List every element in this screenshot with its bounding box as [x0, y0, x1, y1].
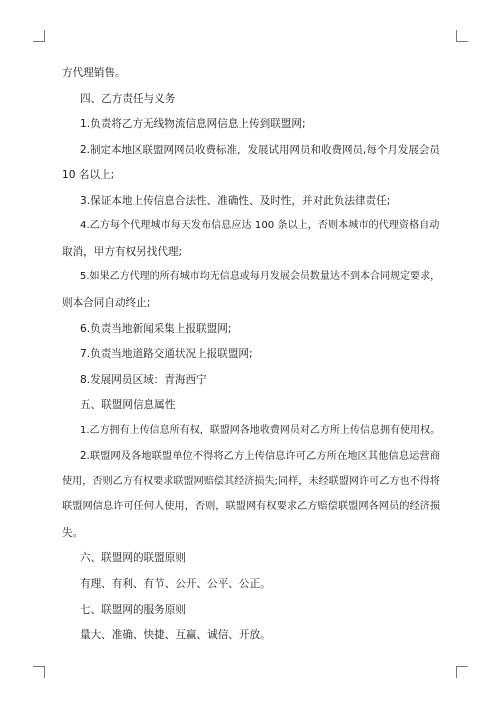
section-heading: 六、联盟网的联盟原则: [80, 552, 186, 565]
paragraph-line: 使用，否则乙方有权要求联盟网赔偿其经济损失;同样，未经联盟网许可乙方也不得将: [62, 475, 441, 487]
paragraph-line: 方代理销售。: [62, 67, 126, 79]
list-item: 2.制定本地区联盟网网员收费标准，发展试用网员和收费网员,每个月发展会员: [80, 143, 440, 156]
section-heading: 五、联盟网信息属性: [80, 399, 176, 412]
list-item: 2.联盟网及各地联盟单位不得将乙方上传信息许可乙方所在地区其他信息运营商: [80, 450, 440, 463]
crop-mark-top-left: [33, 30, 45, 42]
crop-mark-bottom-left: [33, 666, 45, 678]
crop-mark-bottom-right: [456, 666, 468, 678]
list-item: 1.乙方拥有上传信息所有权，联盟网各地收费网员对乙方所上传信息拥有使用权。: [80, 424, 441, 436]
list-item: 6.负责当地新闻采集上报联盟网;: [80, 322, 232, 335]
paragraph-line: 失。: [62, 526, 84, 539]
list-item: 7.负责当地道路交通状况上报联盟网;: [80, 348, 253, 360]
section-heading: 七、联盟网的服务原则: [80, 603, 186, 616]
list-item: 3.保证本地上传信息合法性、准确性、及时性，并对此负法律责任;: [80, 194, 391, 207]
section-heading: 四、乙方责任与义务: [80, 92, 176, 105]
paragraph-line: 则本合同自动终止;: [62, 296, 151, 309]
list-item: 5.如果乙方代理的所有城市均无信息或每月发展会员数量达不到本合同规定要求，: [80, 271, 441, 283]
paragraph-line: 量大、准确、快捷、互赢、诚信、开放。: [80, 629, 271, 641]
paragraph-line: 有理、有利、有节、公开、公平、公正。: [80, 577, 271, 590]
paragraph-line: 10 名以上;: [62, 169, 115, 182]
paragraph-line: 联盟网信息许可任何人使用，否则，联盟网有权要求乙方赔偿联盟网各网员的经济损: [62, 501, 441, 513]
crop-mark-top-right: [456, 30, 468, 42]
list-item: 4.乙方每个代理城市每天发布信息应达 100 条以上，否则本城市的代理资格自动: [80, 220, 440, 232]
paragraph-line: 取消，甲方有权另找代理;: [62, 245, 183, 258]
list-item: 1.负责将乙方无线物流信息网信息上传到联盟网;: [80, 118, 306, 131]
list-item: 8.发展网员区域：青海西宁: [80, 373, 207, 386]
